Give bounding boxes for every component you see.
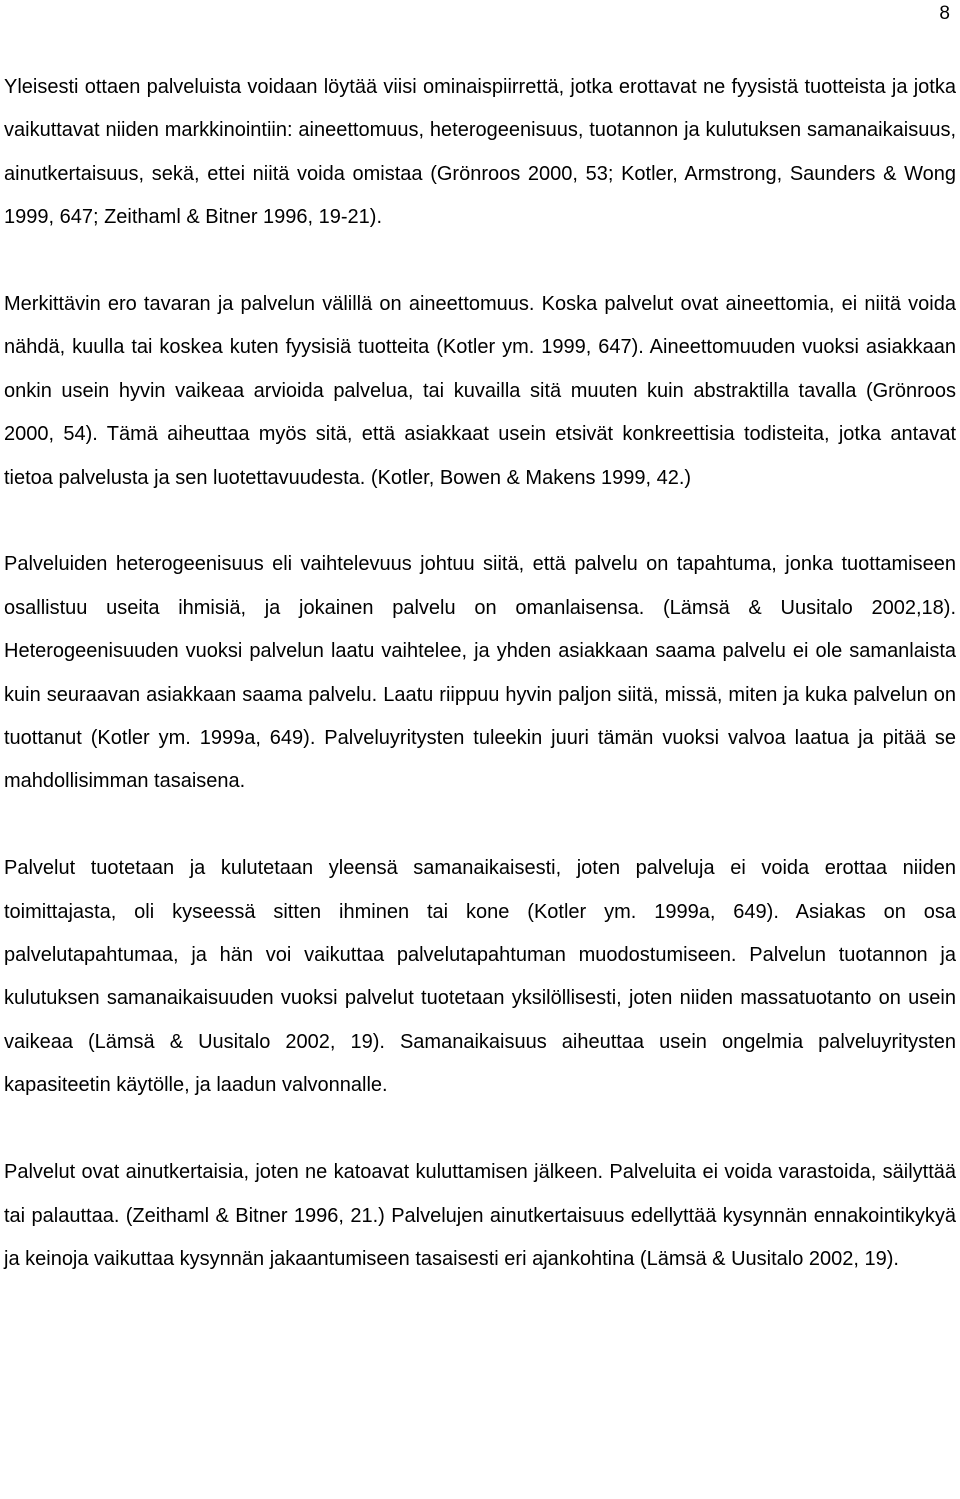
paragraph-heterogeneity: Palveluiden heterogeenisuus eli vaihtelevuus johtuu siitä, että palvelu on tapahtuma, jonka tuottamiseen osallistuu useita ihmisiä, ja jokainen palvelu on omanlaisensa. (Lämsä & Uusitalo 2002,18). Heterogeenisuuden vuoksi palvelun laatu vaihtelee, ja yhden asiakkaan saama palvelu ei ole samanlaista kuin seuraavan asiakkaan saama palvelu. Laatu riippuu hyvin paljon siitä, missä, miten ja kuka palvelun on tuottanut (Kotler ym. 1999a, 649). Palveluyritysten tuleekin juuri tämän vuoksi valvoa laatua ja pitää se mahdollisimman tasaisena.: [4, 553, 956, 793]
paragraph-simultaneity: Palvelut tuotetaan ja kulutetaan yleensä samanaikaisesti, joten palveluja ei voida erottaa niiden toimittajasta, oli kyseessä sitten ihminen tai kone (Kotler ym. 1999a, 649). Asiakas on osa palvelutapahtumaa, ja hän voi vaikuttaa palvelutapahtuman muodostumiseen. Palvelun tuotannon ja kulutuksen samanaikaisuuden vuoksi palvelut tuotetaan yksilöllisesti, joten niiden massatuotanto on usein vaikeaa (Lämsä & Uusitalo 2002, 19). Samanaikaisuus aiheuttaa usein ongelmia palveluyritysten kapasiteetin käytölle, ja laadun valvonnalle.: [4, 857, 956, 1097]
paragraph-perishability: Palvelut ovat ainutkertaisia, joten ne katoavat kuluttamisen jälkeen. Palveluita ei voida varastoida, säilyttää tai palauttaa. (Zeithaml & Bitner 1996, 21.) Palvelujen ainutkertaisuus edellyttää kysynnän ennakointikykyä ja keinoja vaikuttaa kysynnän jakaantumiseen tasaisesti eri ajankohtina (Lämsä & Uusitalo 2002, 19).: [4, 1161, 956, 1270]
body-text: [4, 66, 956, 1281]
paragraph-intangibility: Merkittävin ero tavaran ja palvelun välillä on aineettomuus. Koska palvelut ovat aineettomia, ei niitä voida nähdä, kuulla tai koskea kuten fyysisiä tuotteita (Kotler ym. 1999, 647). Aineettomuuden vuoksi asiakkaan onkin usein hyvin vaikeaa arvioida palvelua, tai kuvailla sitä muuten kuin abstraktilla tavalla (Grönroos 2000, 54). Tämä aiheuttaa myös sitä, että asiakkaat usein etsivät konkreettisia todisteita, jotka antavat tietoa palvelusta ja sen luotettavuudesta. (Kotler, Bowen & Makens 1999, 42.): [4, 293, 956, 489]
paragraph-service-characteristics: Yleisesti ottaen palveluista voidaan löytää viisi ominaispiirrettä, jotka erottavat ne fyysistä tuotteista ja jotka vaikuttavat niiden markkinointiin: aineettomuus, heterogeenisuus, tuotannon ja kulutuksen samanaikaisuus, ainutkertaisuus, sekä, ettei niitä voida omistaa (Grönroos 2000, 53; Kotler, Armstrong, Saunders & Wong 1999, 647; Zeithaml & Bitner 1996, 19-21).: [4, 76, 956, 229]
page-number: 8: [939, 3, 950, 24]
